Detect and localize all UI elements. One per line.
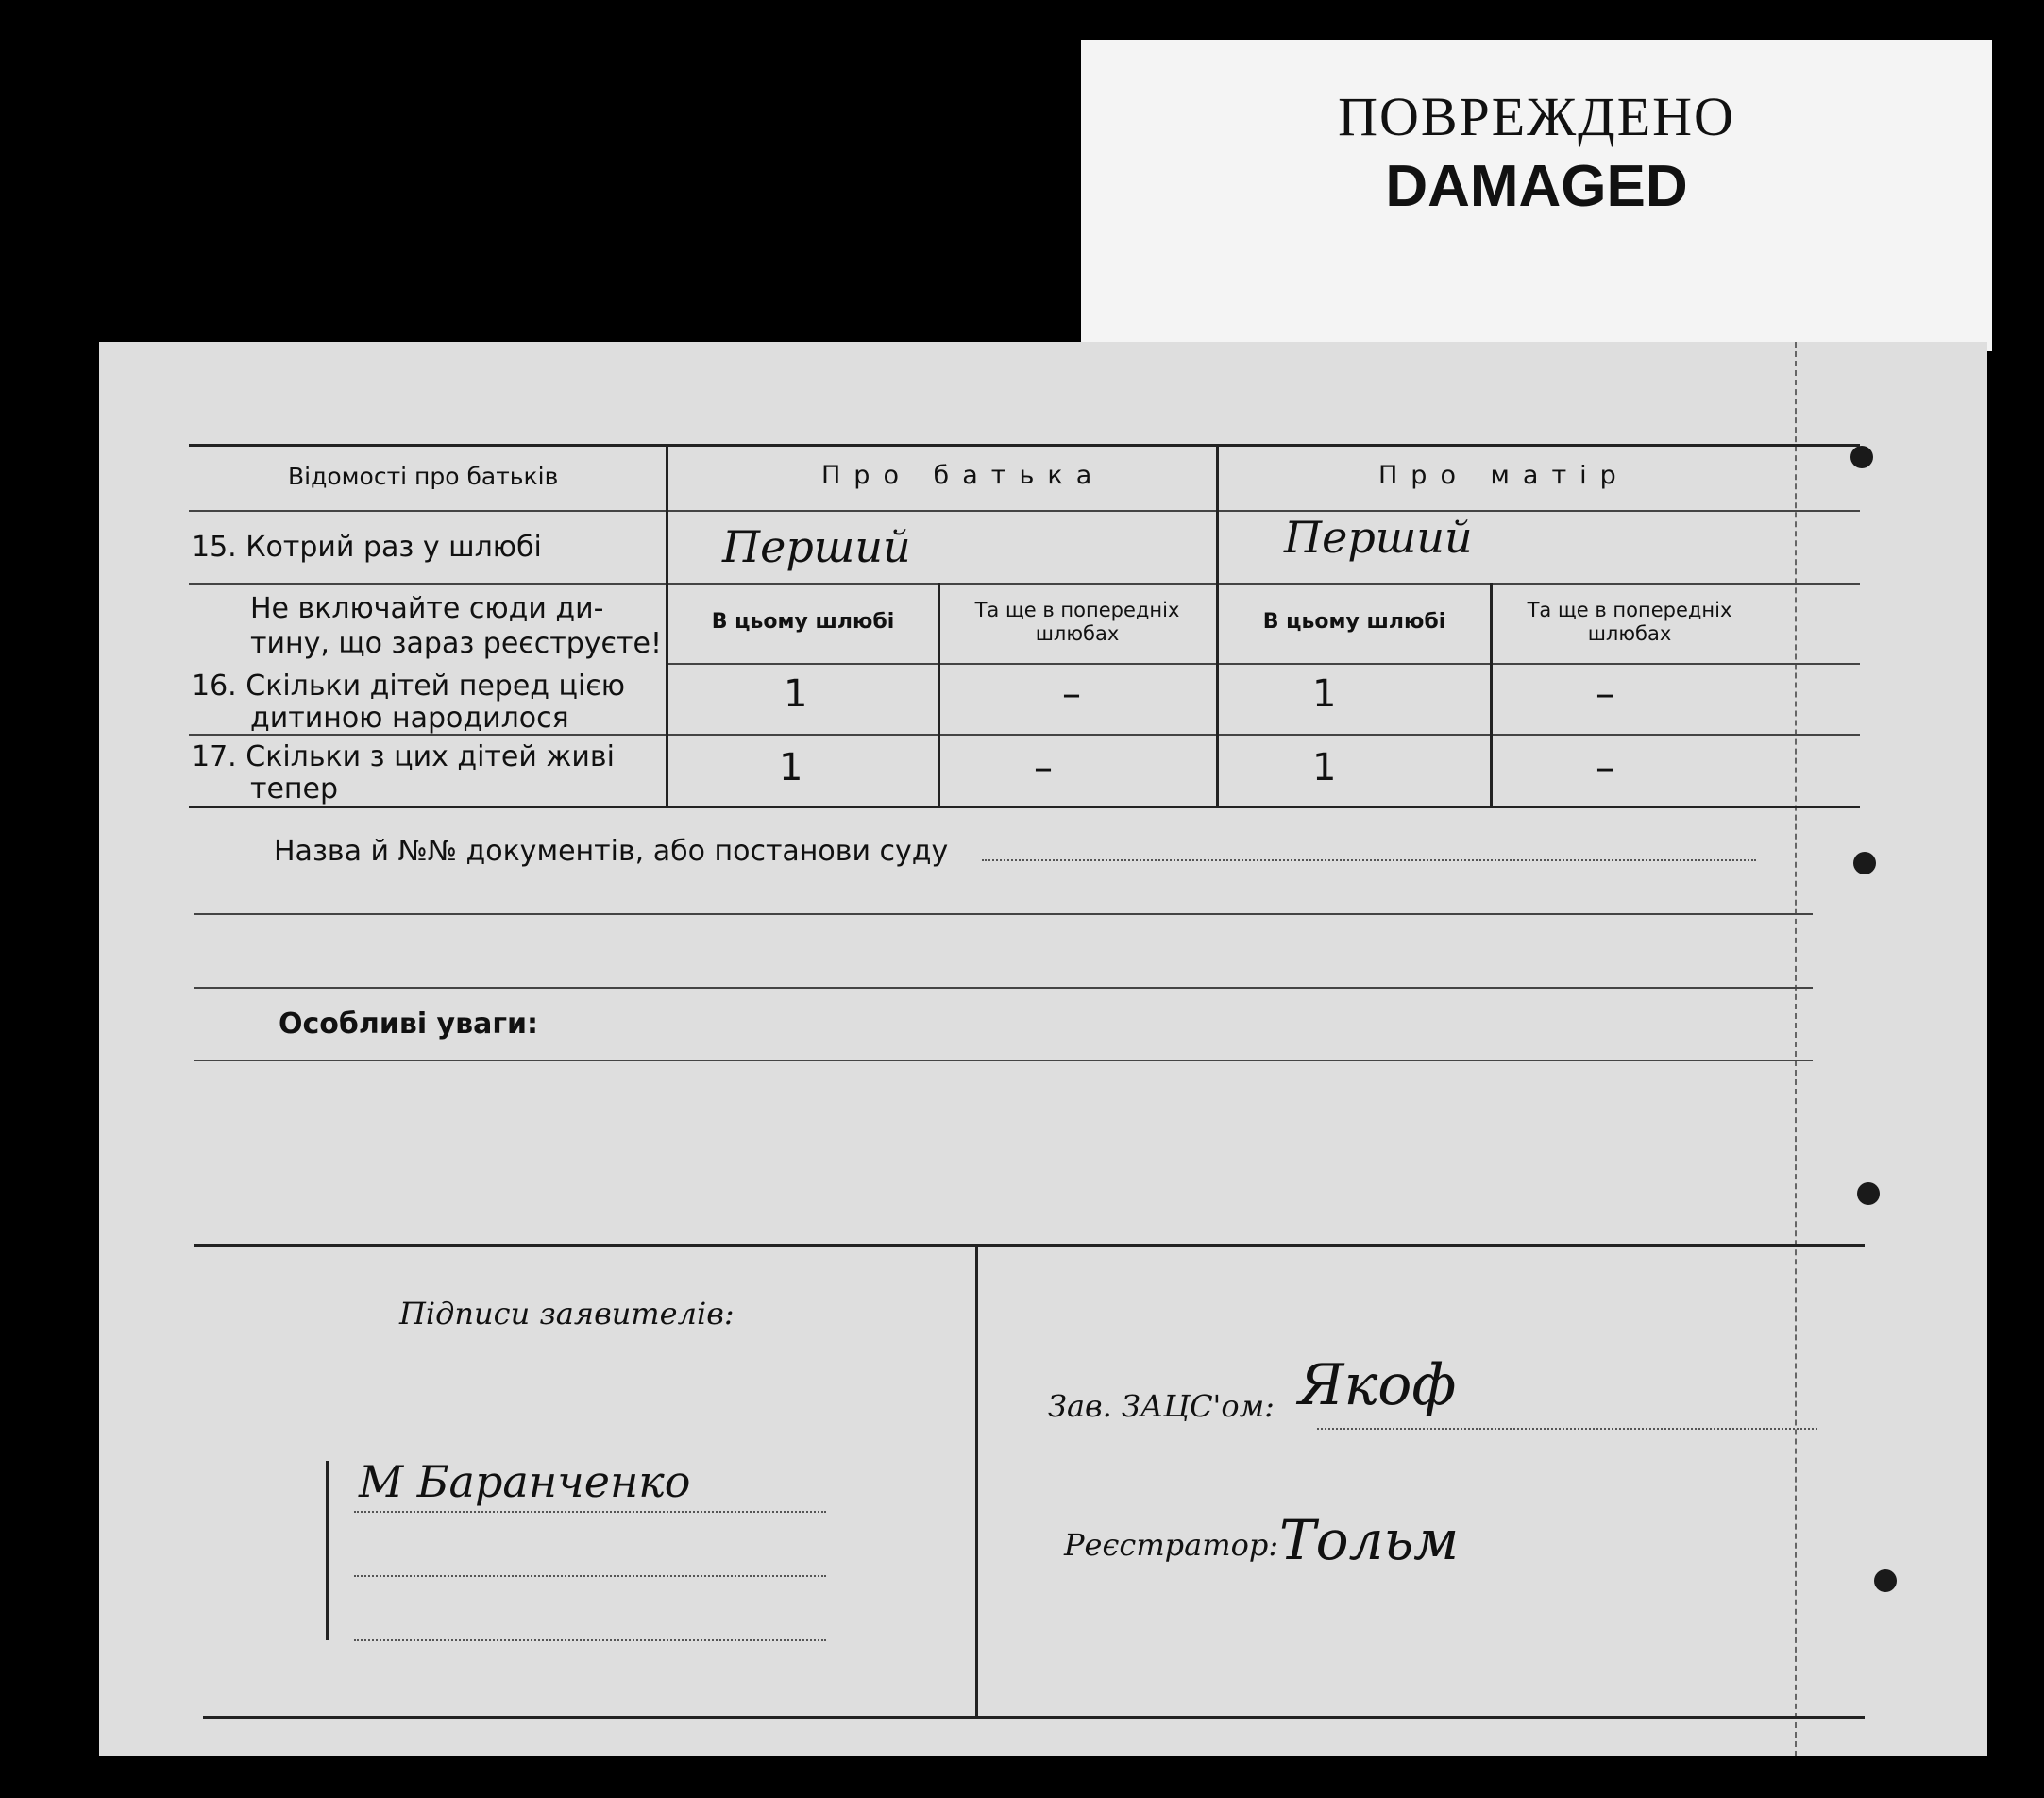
table-top-border [189, 444, 1860, 447]
q17-mother-this: 1 [1312, 746, 1337, 789]
punch-hole [1853, 852, 1876, 874]
mother-marriage-answer: Перший [1284, 512, 1473, 563]
documents-fill-line [982, 859, 1756, 861]
stamp-text-en: DAMAGED [1385, 154, 1688, 219]
documents-line [194, 987, 1813, 989]
head-signature-line [1317, 1428, 1817, 1430]
q16-father-this: 1 [784, 672, 808, 716]
signature-line [354, 1639, 826, 1641]
header-mother: Про матір [1378, 461, 1630, 490]
punch-hole [1874, 1569, 1897, 1592]
record-card [99, 342, 1987, 1756]
question-17-line-2: тепер [250, 772, 339, 806]
documents-label: Назва й №№ документів, або постанови суду [274, 835, 949, 868]
question-17-line-1: 17. Скільки з цих дітей живі [192, 740, 615, 773]
note-line-2: тину, що зараз реєструєте! [250, 627, 662, 660]
row-divider [189, 583, 1860, 585]
head-of-registry-signature: Якоф [1298, 1352, 1457, 1418]
q17-father-this: 1 [779, 746, 803, 789]
notes-label: Особливі уваги: [279, 1008, 539, 1041]
damaged-stamp [1081, 40, 1992, 351]
father-this-marriage-header: В цьому шлюбі [711, 610, 895, 634]
registrar-label: Реєстратор: [1064, 1527, 1279, 1563]
father-previous-marriages-header: Та ще в попередніх шлюбах [974, 599, 1180, 645]
header-divider [189, 510, 1860, 512]
q16-father-previous: – [1062, 672, 1081, 716]
signature-bracket [326, 1461, 329, 1640]
mother-previous-marriages-header: Та ще в попередніх шлюбах [1527, 599, 1732, 645]
note-line-1: Не включайте сюди ди- [250, 592, 604, 625]
question-15-label: 15. Котрий раз у шлюбі [192, 531, 542, 564]
header-father: Про батька [821, 461, 1106, 490]
q16-mother-this: 1 [1312, 672, 1337, 716]
applicants-signatures-label: Підписи заявителів: [399, 1296, 735, 1332]
documents-line [194, 913, 1813, 915]
father-marriage-answer: Перший [722, 521, 911, 572]
mother-this-marriage-header: В цьому шлюбі [1262, 610, 1446, 634]
stamp-text-ua: ПОВРЕЖДЕНО [1338, 86, 1735, 147]
q17-mother-previous: – [1596, 746, 1614, 789]
punch-hole [1850, 446, 1873, 468]
subheader-divider [666, 663, 1860, 665]
table-bottom-border [189, 806, 1860, 808]
signature-line [354, 1511, 826, 1513]
question-16-line-1: 16. Скільки дітей перед цією [192, 670, 626, 703]
signatures-divider [975, 1247, 978, 1716]
head-of-registry-label: Зав. ЗАЦС'ом: [1048, 1388, 1275, 1424]
registrar-signature: Тольм [1279, 1508, 1460, 1572]
notes-line [194, 1060, 1813, 1061]
punch-hole [1857, 1182, 1880, 1205]
q17-father-previous: – [1034, 746, 1053, 789]
header-parents-info: Відомості про батьків [288, 463, 559, 490]
perforation-line [1795, 342, 1799, 1756]
signatures-top-border [194, 1244, 1865, 1247]
signature-line [354, 1575, 826, 1577]
signatures-bottom-border [203, 1716, 1865, 1719]
applicant-signature: М Баранченко [359, 1456, 691, 1507]
question-16-line-2: дитиною народилося [250, 702, 569, 735]
q16-mother-previous: – [1596, 672, 1614, 716]
